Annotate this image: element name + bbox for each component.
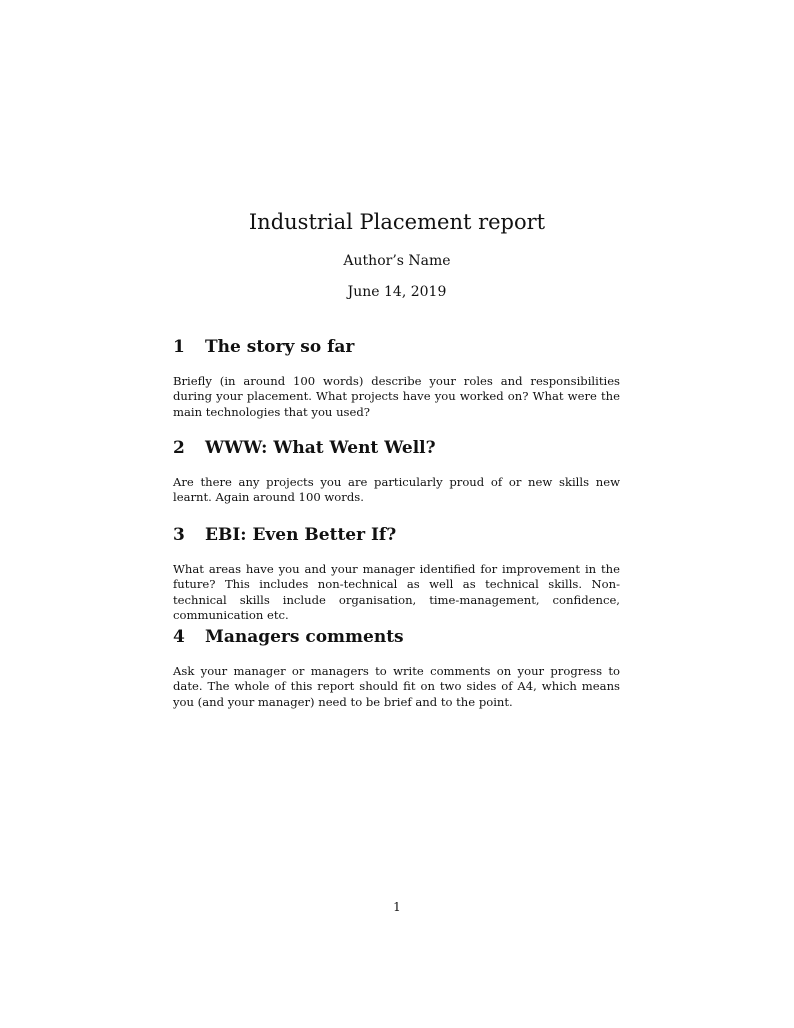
section-number: 2 bbox=[173, 438, 185, 458]
section-number: 1 bbox=[173, 337, 185, 357]
section-heading bbox=[173, 335, 620, 359]
page-number: 1 bbox=[393, 900, 401, 914]
section-body: Ask your manager or managers to write comments on your progress to date. The whole of this report should fit on two sides of A4, which means you (and your manager) need to be brief and to the point. bbox=[173, 664, 620, 709]
section-heading bbox=[173, 523, 620, 547]
document-date: June 14, 2019 bbox=[347, 284, 447, 300]
section-story-so-far bbox=[173, 335, 620, 420]
section-body: Briefly (in around 100 words) describe your roles and responsibilities during your placement. What projects have you worked on? What were the main technologies that you used? bbox=[173, 374, 620, 419]
section-body: What areas have you and your manager identified for improvement in the future? This includes non-technical as well as technical skills. Non-technical skills include organisation, time-management, confidence, communication etc. bbox=[173, 562, 620, 623]
section-title: EBI: Even Better If? bbox=[205, 525, 397, 545]
section-heading bbox=[173, 625, 620, 649]
section-title: The story so far bbox=[205, 337, 355, 357]
section-body: Are there any projects you are particularly proud of or new skills new learnt. Again around 100 words. bbox=[173, 475, 620, 505]
section-what-went-well bbox=[173, 436, 620, 506]
document-title: Industrial Placement report bbox=[248, 210, 546, 234]
section-heading bbox=[173, 436, 620, 460]
author-name: Author’s Name bbox=[343, 253, 451, 269]
section-number: 4 bbox=[173, 627, 185, 647]
section-even-better-if bbox=[173, 523, 620, 624]
section-title: WWW: What Went Well? bbox=[205, 438, 436, 458]
section-managers-comments bbox=[173, 625, 620, 710]
section-title: Managers comments bbox=[205, 627, 404, 647]
section-number: 3 bbox=[173, 525, 185, 545]
